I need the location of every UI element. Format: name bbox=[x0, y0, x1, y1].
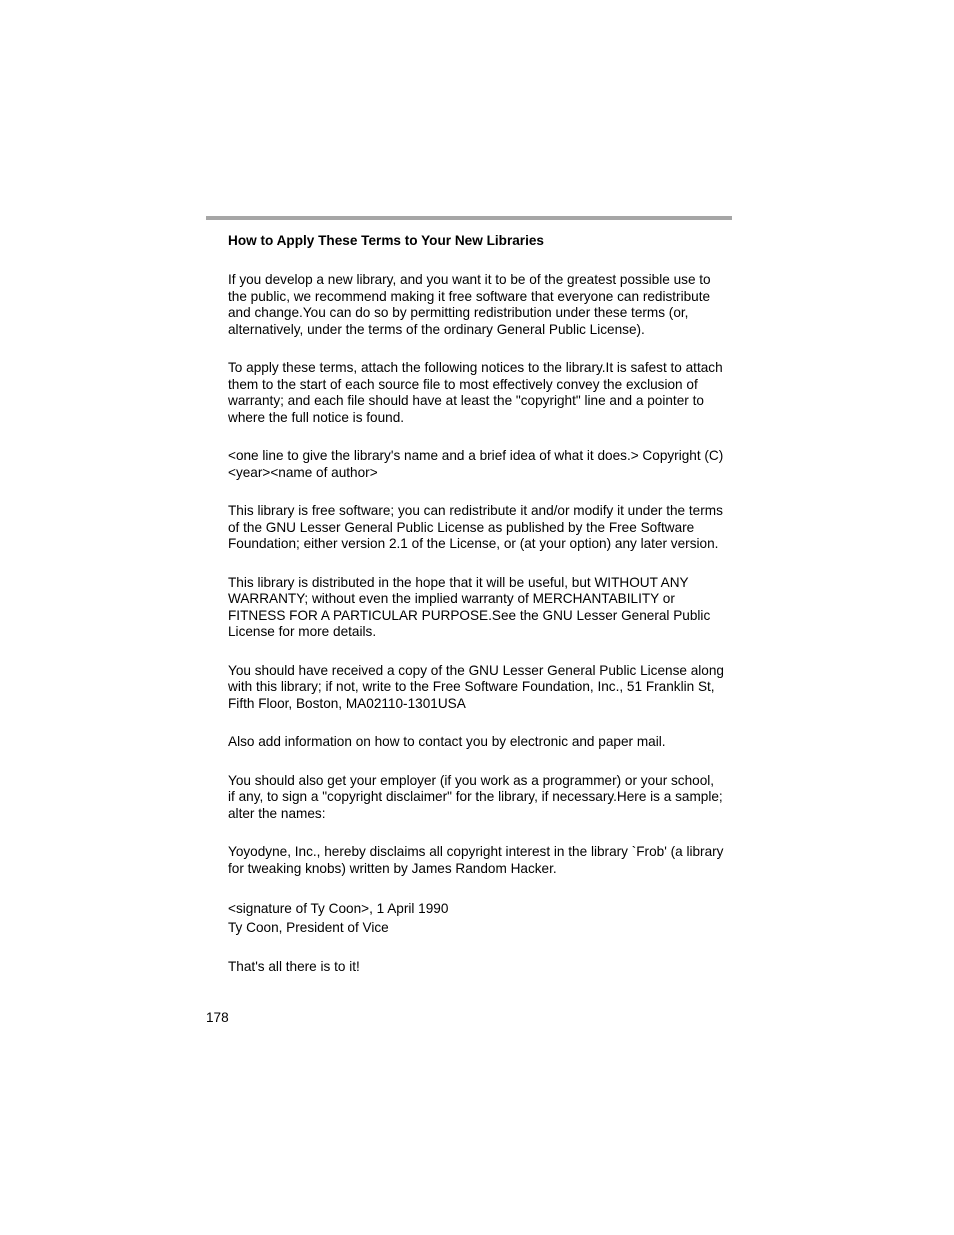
paragraph-sample-disclaimer: Yoyodyne, Inc., hereby disclaims all copyright interest in the library `Frob' (a library for tweaking knobs) written by James Random Hacker. bbox=[228, 844, 724, 876]
page-number: 178 bbox=[206, 1010, 229, 1025]
paragraph-no-warranty: This library is distributed in the hope that it will be useful, but WITHOUT ANY WARRANTY; without even the implied warranty of MERCHANTABILITY or FITNESS FOR A PARTICULAR PURPOSE.See the GNU Lesser General Public License for more details. bbox=[228, 574, 711, 639]
document-body bbox=[228, 232, 734, 998]
paragraph-received-copy: You should have received a copy of the GNU Lesser General Public License along with this library; if not, write to the Free Software Foundation, Inc., 51 Franklin St, Fifth Floor, Boston, MA02110-1301USA bbox=[228, 662, 724, 711]
paragraph-intro: If you develop a new library, and you want it to be of the greatest possible use to the public, we recommend making it free software that everyone can redistribute and change.You can do so by permitting redistribution under these terms (or, alternatively, under the terms of the ordinary General Public License). bbox=[228, 272, 711, 337]
paragraph-apply-terms: To apply these terms, attach the following notices to the library.It is safest to attach them to the start of each source file to most effectively convey the exclusion of warranty; and each file should have at least the "copyright" line and a pointer to where the full notice is found. bbox=[228, 360, 723, 425]
paragraph-copyright-line: <one line to give the library's name and a brief idea of what it does.> Copyright (C) <year><name of author> bbox=[228, 448, 724, 480]
signature-block bbox=[228, 899, 734, 937]
closing-line: That's all there is to it! bbox=[228, 959, 360, 974]
section-heading: How to Apply These Terms to Your New Libraries bbox=[228, 233, 544, 248]
paragraph-employer-disclaimer: You should also get your employer (if you work as a programmer) or your school, if any, to sign a "copyright disclaimer" for the library, if necessary.Here is a sample; alter the names: bbox=[228, 772, 723, 821]
signature-line: <signature of Ty Coon>, 1 April 1990 bbox=[228, 901, 449, 916]
paragraph-contact-info: Also add information on how to contact you by electronic and paper mail. bbox=[228, 734, 666, 749]
signature-title: Ty Coon, President of Vice bbox=[228, 920, 389, 935]
header-rule bbox=[206, 216, 732, 220]
paragraph-free-software: This library is free software; you can redistribute it and/or modify it under the terms of the GNU Lesser General Public License as published by the Free Software Foundation; either version 2.1 of the License, or (at your option) any later version. bbox=[228, 503, 723, 551]
